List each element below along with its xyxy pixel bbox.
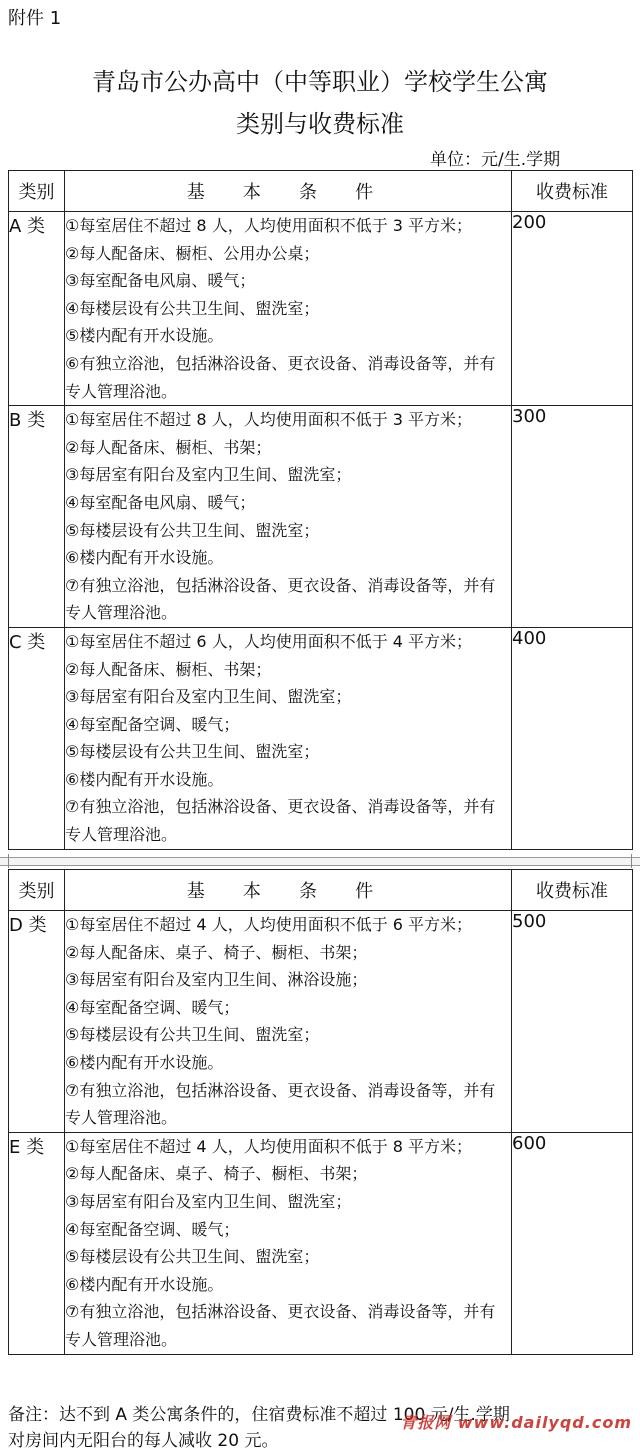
document-subtitle: 类别与收费标准 [236,110,404,138]
condition-line: ⑥有独立浴池，包括淋浴设备、更衣设备、消毒设备等，并有 [65,353,496,373]
condition-line: ⑥楼内配有开水设施。 [65,548,224,568]
header-category: 类别 [9,171,65,212]
condition-line: ⑤每楼层设有公共卫生间、盥洗室； [65,520,320,540]
condition-line: ③每室配备电风扇、暖气； [65,271,256,291]
conditions-cell [65,212,512,406]
condition-line: ④每楼层设有公共卫生间、盥洗室； [65,298,320,318]
condition-line: ③每居室有阳台及室内卫生间、盥洗室； [65,687,352,707]
condition-line: 专人管理浴池。 [65,381,178,401]
table-row [9,911,633,1133]
condition-line: ⑦有独立浴池，包括淋浴设备、更衣设备、消毒设备等，并有 [65,575,496,595]
category-cell: D 类 [9,911,65,1133]
condition-line: ⑥楼内配有开水设施。 [65,769,224,789]
condition-line: ⑦有独立浴池，包括淋浴设备、更衣设备、消毒设备等，并有 [65,1080,496,1100]
condition-line: ①每室居住不超过 8 人，人均使用面积不低于 3 平方米； [65,216,473,235]
condition-line: 专人管理浴池。 [65,825,178,845]
table-row [9,627,633,849]
condition-line: ④每室配备空调、暖气； [65,1219,240,1239]
conditions-cell [65,911,512,1133]
condition-line: ⑤每楼层设有公共卫生间、盥洗室； [65,742,320,762]
header-conditions-label: 基 本 条 件 [186,881,390,902]
header-fee: 收费标准 [512,870,633,911]
condition-line: ⑦有独立浴池，包括淋浴设备、更衣设备、消毒设备等，并有 [65,797,496,817]
header-conditions-label: 基 本 条 件 [186,182,390,203]
condition-line: ⑤每楼层设有公共卫生间、盥洗室； [65,1025,320,1045]
condition-line: ③每居室有阳台及室内卫生间、盥洗室； [65,1191,352,1211]
condition-line: 专人管理浴池。 [65,1108,178,1128]
attachment-label: 附件 1 [8,8,62,29]
condition-line: ①每室居住不超过 4 人，人均使用面积不低于 6 平方米； [65,915,473,934]
condition-line: ①每室居住不超过 8 人，人均使用面积不低于 3 平方米； [65,410,473,430]
page-break [0,857,640,866]
header-category: 类别 [9,870,65,911]
category-cell: E 类 [9,1132,65,1354]
condition-line: 专人管理浴池。 [65,603,178,623]
condition-line: ①每室居住不超过 6 人，人均使用面积不低于 4 平方米； [65,631,473,651]
condition-line: ②每人配备床、桌子、椅子、橱柜、书架； [65,942,368,962]
condition-line: ②每人配备床、桌子、椅子、橱柜、书架； [65,1164,368,1184]
condition-line: ⑤每楼层设有公共卫生间、盥洗室； [65,1247,320,1267]
fee-table-page-2 [8,869,633,1355]
page-break-tick [631,854,632,868]
condition-line: ③每居室有阳台及室内卫生间、淋浴设施； [65,970,368,990]
condition-line: ②每人配备床、橱柜、书架； [65,437,272,457]
table-row [9,406,633,628]
fee-cell: 200 [512,212,633,406]
header-conditions [65,171,512,212]
condition-line: ⑤楼内配有开水设施。 [65,326,224,346]
document-title: 青岛市公办高中（中等职业）学校学生公寓 [92,68,548,96]
condition-line: ⑦有独立浴池，包括淋浴设备、更衣设备、消毒设备等，并有 [65,1302,496,1322]
category-cell: B 类 [9,406,65,628]
footnote-line-2: 对房间内无阳台的每人减收 20 元。 [8,1431,279,1451]
condition-line: ③每居室有阳台及室内卫生间、盥洗室； [65,465,352,485]
table-body-2 [9,911,633,1355]
table-header-row [9,870,633,911]
source-watermark: 青报网 www.dailyqd.com [400,1413,632,1432]
conditions-cell [65,406,512,628]
condition-line: ②每人配备床、橱柜、公用办公桌； [65,243,320,263]
condition-line: ⑥楼内配有开水设施。 [65,1274,224,1294]
fee-cell: 600 [512,1132,633,1354]
fee-cell: 400 [512,627,633,849]
table-row [9,212,633,406]
condition-line: ④每室配备电风扇、暖气； [65,492,256,512]
page-break-tick [8,854,9,868]
table-row [9,1132,633,1354]
category-cell: A 类 [9,212,65,406]
unit-label: 单位：元/生.学期 [430,150,561,170]
header-conditions [65,870,512,911]
fee-table-page-1 [8,170,633,850]
condition-line: ⑥楼内配有开水设施。 [65,1052,224,1072]
condition-line: ①每室居住不超过 4 人，人均使用面积不低于 8 平方米； [65,1136,473,1156]
condition-line: ④每室配备空调、暖气； [65,997,240,1017]
conditions-cell [65,1132,512,1354]
condition-line: 专人管理浴池。 [65,1329,178,1349]
header-fee: 收费标准 [512,171,633,212]
condition-line: ④每室配备空调、暖气； [65,714,240,734]
conditions-cell [65,627,512,849]
fee-cell: 300 [512,406,633,628]
category-cell: C 类 [9,627,65,849]
footnote-line-1: 备注：达不到 A 类公寓条件的，住宿费标准不超过 100 元/生.学期 [8,1405,510,1425]
fee-cell: 500 [512,911,633,1133]
table-body-1 [9,212,633,850]
condition-line: ②每人配备床、橱柜、书架； [65,659,272,679]
table-header-row [9,171,633,212]
